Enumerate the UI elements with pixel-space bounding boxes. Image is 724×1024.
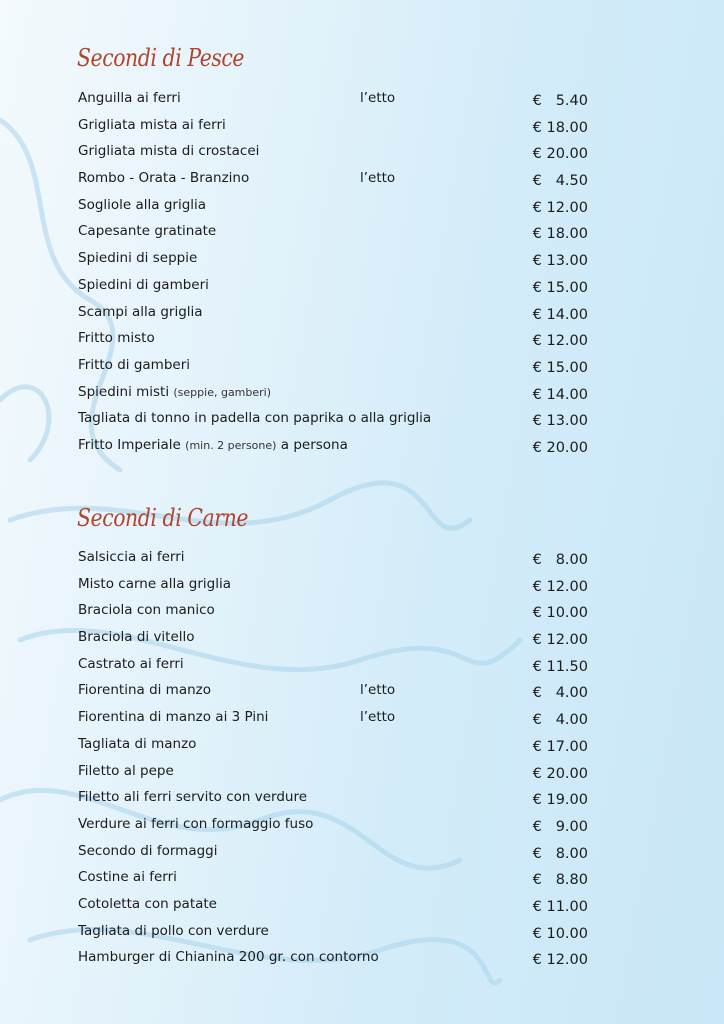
item-name: Braciola di vitello [78,629,195,646]
item-name: Filetto ali ferri servito con verdure [78,789,308,806]
item-unit: l’etto [360,682,396,699]
item-name-wrap [78,221,216,241]
menu-item [78,408,588,435]
item-price: € 12.00 [532,199,588,216]
item-name-wrap [78,600,215,620]
item-name: Spiedini di seppie [78,250,198,267]
item-name-wrap [78,921,269,941]
item-price: € 10.00 [532,925,588,942]
item-name: Sogliole alla griglia [78,196,207,213]
item-price: € 15.00 [532,359,588,376]
menu-item [78,627,588,654]
item-unit: l’etto [360,90,396,106]
item-name: Capesante gratinate [78,223,217,240]
menu-item [78,328,588,355]
item-name-wrap [78,195,206,215]
item-name: Filetto al pepe [78,762,174,779]
item-price: € 10.00 [532,605,588,622]
item-name: Fiorentina di manzo ai 3 Pini [78,709,269,726]
item-price: € 11.00 [532,898,588,915]
item-name-wrap [78,574,231,594]
item-price: € 9.00 [532,818,588,835]
item-name: Secondo di formaggi [78,842,218,859]
menu-item [78,787,588,814]
item-name-wrap [78,787,307,807]
menu-item [78,600,588,627]
item-price: € 12.00 [532,952,588,969]
item-price: € 18.00 [532,226,588,243]
item-name: Verdure ai ferri con formaggio fuso [78,815,314,832]
item-name-wrap [78,141,259,161]
item-name-wrap [78,115,226,135]
item-unit: l’etto [360,170,396,187]
item-note: (seppie, gamberi) [173,385,272,399]
menu-item [78,734,588,761]
menu-item [78,275,588,302]
item-price: € 15.00 [532,279,588,296]
menu-item [78,115,588,142]
item-price: € 12.00 [532,333,588,350]
item-price: € 8.80 [532,872,588,889]
item-name: Hamburger di Chianina 200 gr. con contorno [78,949,379,966]
item-price: € 19.00 [532,792,588,809]
item-price: € 12.00 [532,578,588,595]
item-unit: l’etto [360,709,396,726]
item-name-wrap [78,867,177,887]
item-name: Spiedini misti [78,383,170,400]
menu-item [78,88,588,115]
menu-item [78,761,588,788]
item-name: Tagliata di pollo con verdure [78,922,269,939]
item-name: Salsiccia ai ferri [78,549,185,565]
menu-item [78,680,588,707]
item-price: € 8.00 [532,845,588,862]
item-price: € 17.00 [532,738,588,755]
item-name-wrap [78,680,211,700]
item-price: € 14.00 [532,306,588,323]
item-price: € 11.50 [532,658,588,675]
item-suffix: a persona [280,436,348,453]
item-name-wrap [78,654,184,674]
item-price: € 20.00 [532,439,588,456]
menu-item [78,435,588,462]
item-name-wrap [78,947,379,967]
item-price: € 20.00 [532,765,588,782]
item-name: Misto carne alla griglia [78,575,231,592]
item-name-wrap [78,734,196,754]
item-name-wrap [78,408,431,428]
menu-item [78,168,588,195]
menu-item [78,547,588,574]
menu-item [78,248,588,275]
item-name-wrap [78,761,174,781]
item-name-wrap [78,88,181,108]
item-name: Castrato ai ferri [78,655,184,672]
item-price: € 13.00 [532,253,588,270]
item-name-wrap [78,627,195,647]
menu-item [78,574,588,601]
item-name: Spiedini di gamberi [78,276,209,293]
item-name: Fritto di gamberi [78,356,191,373]
menu-item [78,921,588,948]
item-name: Fritto misto [78,330,155,347]
item-name-wrap [78,841,217,861]
item-name-wrap [78,355,190,375]
item-name: Anguilla ai ferri [78,90,181,106]
item-price: € 4.00 [532,712,588,729]
item-name-wrap [78,435,348,456]
menu-item [78,654,588,681]
menu-item [78,302,588,329]
section-title-carne: Secondi di Carne [77,504,248,532]
item-name-wrap [78,894,217,914]
carne-menu-list [78,547,588,974]
item-name: Costine ai ferri [78,869,177,886]
item-name-wrap [78,814,313,834]
item-name-wrap [78,547,185,567]
item-name-wrap [78,707,268,727]
menu-item [78,141,588,168]
item-name-wrap [78,248,197,268]
section-title-pesce: Secondi di Pesce [77,44,245,72]
pesce-menu-list [78,88,588,462]
item-name: Tagliata di manzo [78,735,197,752]
menu-item [78,867,588,894]
menu-item [78,382,588,409]
item-name: Fritto Imperiale [78,436,181,453]
item-name: Tagliata di tonno in padella con paprika o alla griglia [78,410,432,427]
item-name: Grigliata mista ai ferri [78,116,226,133]
item-price: € 8.00 [532,552,588,568]
item-name-wrap [78,302,203,322]
item-price: € 5.40 [532,93,588,109]
item-name-wrap [78,382,271,403]
menu-item [78,947,588,974]
item-name: Braciola con manico [78,602,215,619]
item-name-wrap [78,328,155,348]
item-price: € 4.00 [532,685,588,702]
item-name: Grigliata mista di crostacei [78,143,260,160]
menu-item [78,841,588,868]
item-price: € 18.00 [532,119,588,136]
item-price: € 14.00 [532,386,588,403]
item-note: (min. 2 persone) [185,438,277,452]
menu-item [78,355,588,382]
menu-item [78,195,588,222]
item-price: € 12.00 [532,632,588,649]
item-name: Fiorentina di manzo [78,682,212,699]
item-name: Scampi alla griglia [78,303,203,320]
item-name-wrap [78,168,249,188]
menu-item [78,221,588,248]
item-name: Cotoletta con patate [78,895,217,912]
item-name-wrap [78,275,209,295]
item-price: € 20.00 [532,146,588,163]
item-price: € 4.50 [532,173,588,190]
item-name: Rombo - Orata - Branzino [78,170,250,187]
menu-item [78,894,588,921]
item-price: € 13.00 [532,413,588,430]
menu-item [78,814,588,841]
menu-item [78,707,588,734]
